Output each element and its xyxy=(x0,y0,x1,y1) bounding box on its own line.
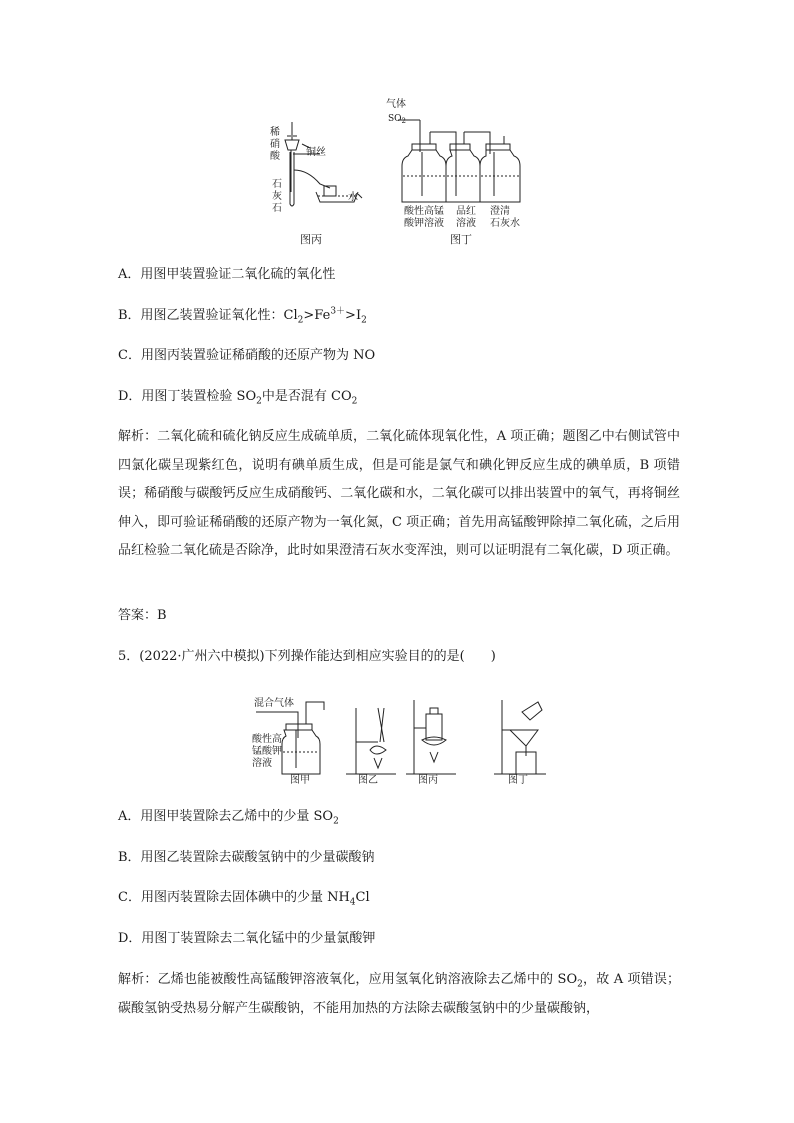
q4-option-c xyxy=(118,346,375,366)
ding-gas-label: 气体 xyxy=(386,99,406,110)
q5-option-c xyxy=(118,888,370,908)
figure-q5-svg xyxy=(246,690,556,785)
q5-analysis xyxy=(118,966,680,1023)
q4-option-d xyxy=(118,387,357,407)
q5-option-a xyxy=(118,807,339,827)
q5-opt-c-part-0: C．用图丙装置除去固体碘中的少量 NH xyxy=(118,890,350,905)
ding-bottle1-label-2: 酸钾溶液 xyxy=(404,218,444,229)
q5-opt-a-part-1: 2 xyxy=(333,816,339,827)
q4-option-b xyxy=(118,306,367,326)
figure-bing-ding-svg xyxy=(260,92,540,252)
opt-d-part-2: 中是否混有 CO xyxy=(261,389,352,404)
ding-caption: 图丁 xyxy=(450,233,472,246)
q4-answer: 答案：B xyxy=(118,608,167,623)
ding-bottle1-label-1: 酸性高锰 xyxy=(404,206,444,217)
opt-b-part-4: >I xyxy=(345,308,362,323)
q5-opt-d-part-0: D．用图丁装置除去二氧化锰中的少量氯酸钾 xyxy=(118,931,376,946)
ding-bottle2-label-2: 溶液 xyxy=(456,218,476,229)
bing-label-xi: 稀 xyxy=(270,127,280,138)
opt-b-part-0: B．用图乙装置验证氧化性：Cl xyxy=(118,308,298,323)
bing-label-shi: 石 xyxy=(272,179,282,190)
opt-d-part-0: D．用图丁装置检验 SO xyxy=(118,389,257,404)
ding-bottle3-label-1: 澄清 xyxy=(490,206,510,217)
opt-b-part-2: >Fe xyxy=(303,308,331,323)
q5-caption-ding: 图丁 xyxy=(508,775,528,785)
bing-water-label: 水 xyxy=(348,192,358,203)
q5-opt-a-part-0: A．用图甲装置除去乙烯中的少量 SO xyxy=(118,809,334,824)
ding-bottle2-label-1: 品红 xyxy=(456,206,476,217)
bing-copper-label: 铜丝 xyxy=(306,147,326,158)
opt-c-part-0: C．用图丙装置验证稀硝酸的还原产物为 NO xyxy=(118,348,376,363)
opt-a-part-0: A．用图甲装置验证二氧化硫的氧化性 xyxy=(118,267,336,282)
opt-b-part-1: 2 xyxy=(297,315,304,326)
bing-label-suan: 酸 xyxy=(270,151,280,162)
q5-option-d xyxy=(118,929,375,949)
opt-d-part-1: 2 xyxy=(256,396,262,407)
ding-bottle3-label-2: 石灰水 xyxy=(490,218,520,229)
bing-label-hui: 灰 xyxy=(272,191,282,202)
bing-label-shi2: 石 xyxy=(272,203,282,214)
q5-analysis-sub: 2 xyxy=(577,979,583,990)
opt-b-part-3: 3＋ xyxy=(330,306,346,317)
ding-gas-formula: $SO_2$ xyxy=(388,114,407,125)
q5-analysis-before: 解析：乙烯也能被酸性高锰酸钾溶液氧化，应用氢氧化钠溶液除去乙烯中的 SO xyxy=(118,972,578,987)
q5-kmno4-label-2: 锰酸钾 xyxy=(252,746,282,757)
q5-analysis-after: ，故 A 项错误；碳酸氢钠受热易分解产生碳酸钠，不能用加热的方法除去碳酸氢钠中的少量碳酸钠， xyxy=(118,972,681,1016)
q5-opt-b-part-0: B．用图乙装置除去碳酸氢钠中的少量碳酸钠 xyxy=(118,850,375,865)
q5-kmno4-label-1: 酸性高 xyxy=(252,734,282,745)
opt-b-part-5: 2 xyxy=(361,315,367,326)
bing-label-xiao: 硝 xyxy=(270,139,280,150)
q5-caption-jia: 图甲 xyxy=(290,775,310,785)
q5-opt-c-part-1: 4 xyxy=(349,897,356,908)
q5-kmno4-label-3: 溶液 xyxy=(252,758,272,769)
q5-opt-c-part-2: Cl xyxy=(355,890,370,905)
figure-bing-ding xyxy=(260,92,540,252)
q5-option-b xyxy=(118,848,375,868)
figure-q5 xyxy=(246,690,556,785)
q4-analysis: 解析：二氧化硫和硫化钠反应生成硫单质，二氧化硫体现氧化性，A 项正确；题图乙中右侧试管中四氯化碳呈现紫红色，说明有碘单质生成，但是可能是氯气和碘化钾反应生成的碘单质，B 项错误；稀硝酸与碳酸钙反应生成硝酸钙、二氧化碳和水，二氧化碳可以排出装置中的氧气，再将铜丝伸入，即可验证稀硝酸的还原产物为一氧化氮，C 项正确；首先用高锰酸钾除掉二氧化硫，之后用品红检验二氧化硫是否除净，此时如果澄清石灰水变浑浊，则可以证明混有二氧化碳，D 项正确。 xyxy=(118,429,680,559)
opt-d-part-3: 2 xyxy=(351,396,358,407)
q5-caption-bing: 图丙 xyxy=(418,775,438,785)
q4-option-a xyxy=(118,265,335,285)
bing-caption: 图丙 xyxy=(300,233,322,246)
q5-caption-yi: 图乙 xyxy=(358,775,378,785)
q5-stem: 5．(2022·广州六中模拟)下列操作能达到相应实验目的的是( ) xyxy=(118,649,496,664)
q5-mixed-gas-label: 混合气体 xyxy=(254,698,294,709)
